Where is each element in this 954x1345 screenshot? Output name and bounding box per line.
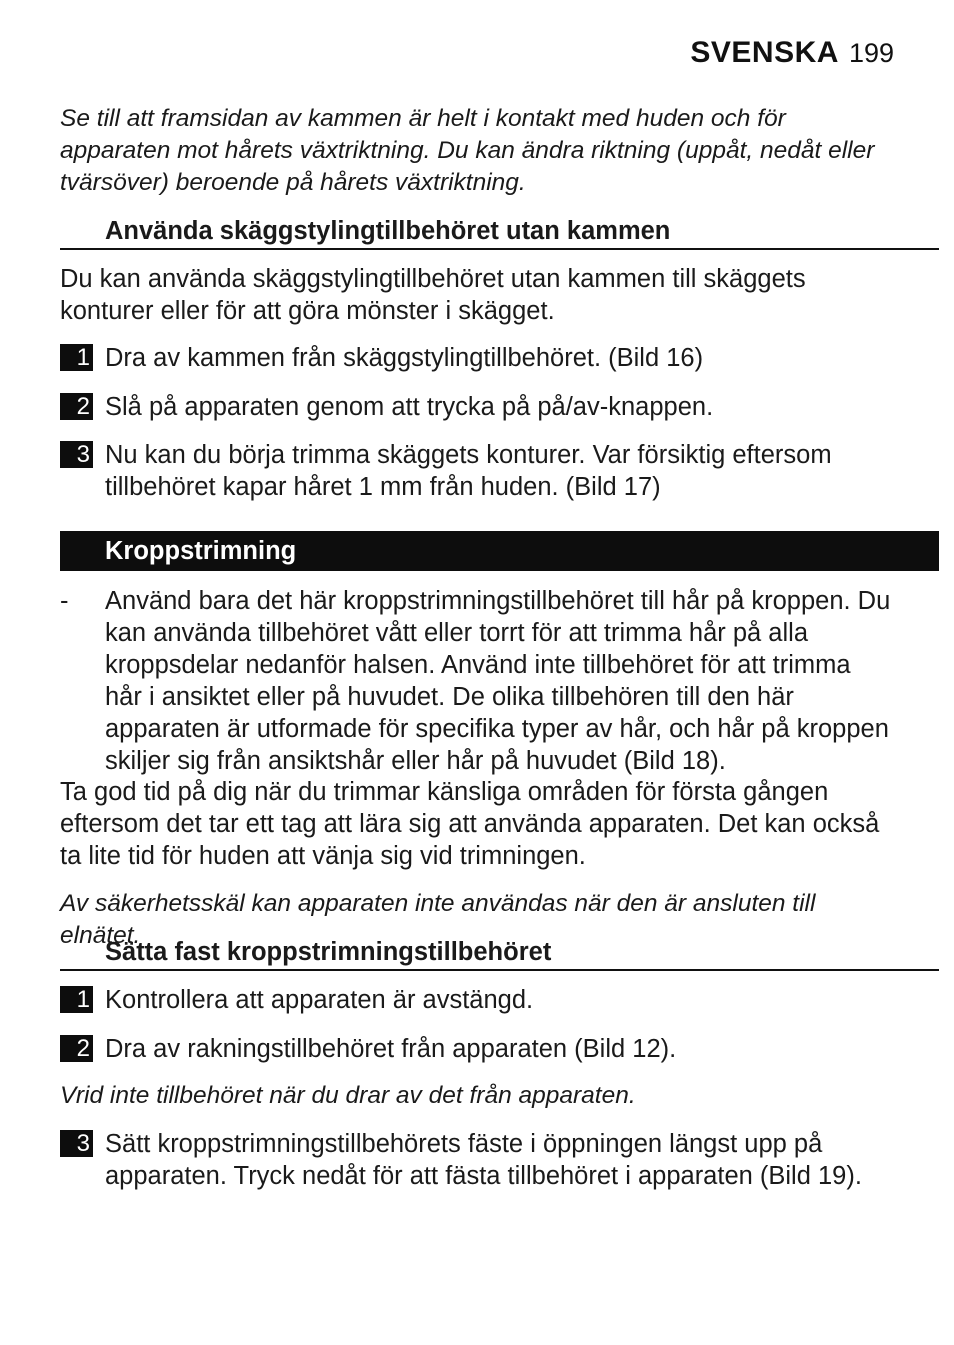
- bullet-item: [60, 585, 894, 777]
- bullet-text: Använd bara det här kroppstrimningstillbehöret till hår på kroppen. Du kan använda tillbehöret vått eller torrt för att trimma hår på alla kroppsdelar nedanför halsen. Använd inte tillbehöret för att trimma hår i ansiktet eller på huvudet. De olika tillbehören till den här apparaten är utformade för specifika typer av hår, och hår på kroppen skiljer sig från ansiktshår eller hår på huvudet (Bild 18).: [105, 587, 891, 775]
- step-text: Nu kan du börja trimma skäggets konturer. Var försiktig eftersom tillbehöret kapar håret 1 mm från huden. (Bild 17): [105, 441, 832, 501]
- step-text: Dra av rakningstillbehöret från apparaten (Bild 12).: [105, 1035, 677, 1063]
- step-item: [60, 1128, 894, 1192]
- step-number: 1: [60, 344, 93, 371]
- bullet-dash: -: [60, 587, 69, 615]
- section1-intro: Du kan använda skäggstylingtillbehöret utan kammen till skäggets konturer eller för att göra mönster i skägget.: [60, 265, 806, 325]
- step-number: 2: [60, 393, 93, 420]
- step-text: Slå på apparaten genom att trycka på på/av-knappen.: [105, 393, 714, 421]
- step-number: 2: [60, 1035, 93, 1062]
- step-item: [60, 984, 894, 1016]
- step-text: Kontrollera att apparaten är avstängd.: [105, 986, 534, 1014]
- step-number: 3: [60, 441, 93, 468]
- step-number: 3: [60, 1130, 93, 1157]
- note-do-not-twist: Vrid inte tillbehöret när du drar av det från apparaten.: [60, 1082, 636, 1109]
- section-title-body-trimming: Kroppstrimning: [60, 531, 939, 571]
- step-item: [60, 391, 894, 423]
- step-text: Dra av kammen från skäggstylingtillbehöret. (Bild 16): [105, 344, 704, 372]
- step-item: [60, 439, 894, 503]
- section-title-beard-without-comb: Använda skäggstylingtillbehöret utan kammen: [60, 214, 939, 250]
- language-label: SVENSKA: [690, 36, 839, 69]
- intro-note: Se till att framsidan av kammen är helt i kontakt med huden och för apparaten mot hårets växtriktning. Du kan ändra riktning (uppåt, nedåt eller tvärsöver) beroende på hårets växtriktning.: [60, 105, 875, 196]
- step-item: [60, 1033, 894, 1065]
- step-item: [60, 342, 894, 374]
- section-title-attach-body-trimmer: Sätta fast kroppstrimningstillbehöret: [60, 935, 939, 971]
- page-header: [690, 36, 894, 70]
- section2-paragraph: Ta god tid på dig när du trimmar känsliga områden för första gången eftersom det tar ett tag att lära sig att använda apparaten. Det kan också ta lite tid för huden att vänja sig vid trimningen.: [60, 778, 880, 870]
- page-number: 199: [848, 38, 894, 68]
- safety-note: Av säkerhetsskäl kan apparaten inte användas när den är ansluten till elnätet.: [60, 890, 816, 949]
- step-number: 1: [60, 986, 93, 1013]
- step-text: Sätt kroppstrimningstillbehörets fäste i öppningen längst upp på apparaten. Tryck nedåt för att fästa tillbehöret i apparaten (Bild 19).: [105, 1130, 862, 1190]
